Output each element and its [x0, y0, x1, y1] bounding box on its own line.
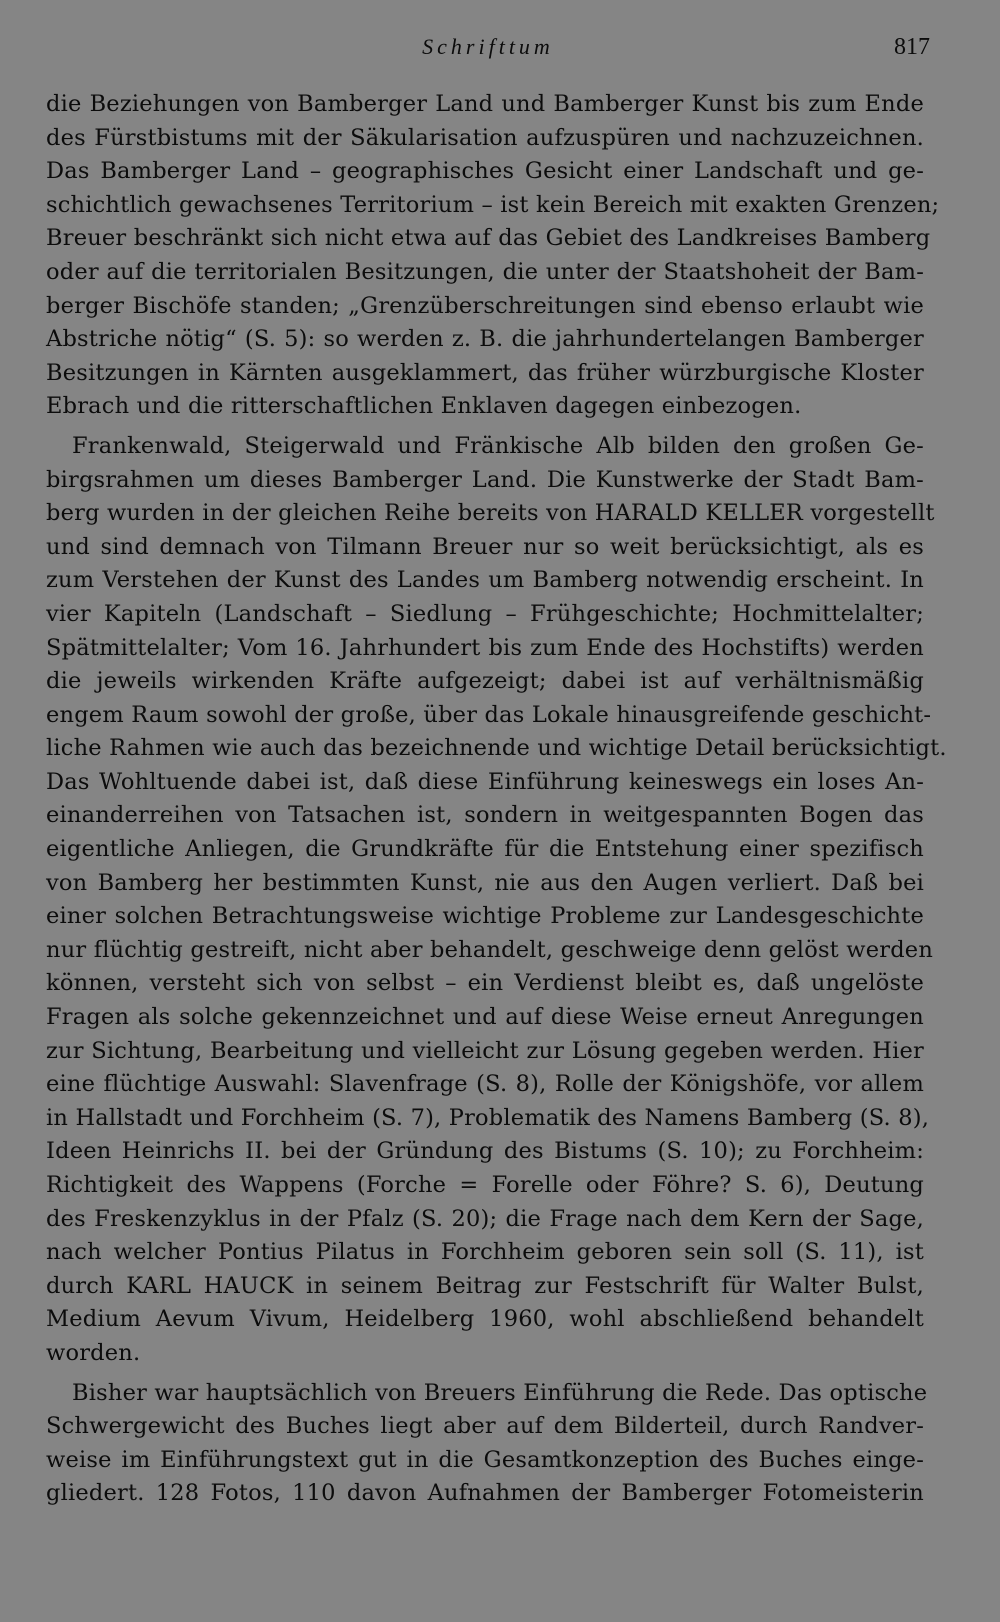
text-line: des Freskenzyklus in der Pfalz (S. 20); die Frage nach dem Kern der Sage, [46, 1205, 924, 1232]
text-line: Ebrach und die ritterschaftlichen Enklaven dagegen einbezogen. [46, 393, 802, 420]
text-line: eine flüchtige Auswahl: Slavenfrage (S. 8), Rolle der Königshöfe, vor allem [46, 1071, 924, 1098]
text-line: können, versteht sich von selbst – ein Verdienst bleibt es, daß ungelöste [46, 970, 924, 997]
page-number: 817 [894, 34, 930, 60]
text-line: einer solchen Betrachtungsweise wichtige Probleme zur Landesgeschichte [46, 903, 924, 930]
text-line: zur Sichtung, Bearbeitung und vielleicht zur Lösung gegeben werden. Hier [46, 1037, 924, 1064]
text-line: die Beziehungen von Bamberger Land und Bamberger Kunst bis zum Ende [46, 91, 924, 117]
paragraph-1 [46, 88, 940, 424]
text-line: nach welcher Pontius Pilatus in Forchheim geboren sein soll (S. 11), ist [46, 1239, 924, 1266]
text-line: einanderreihen von Tatsachen ist, sondern in weitgespannten Bogen das [46, 802, 924, 829]
text-line: weise im Einführungstext gut in die Gesamtkonzeption des Buches einge- [46, 1446, 924, 1473]
text-line: Besitzungen in Kärnten ausgeklammert, das früher würzburgische Kloster [46, 359, 924, 386]
text-line: Frankenwald, Steigerwald und Fränkische Alb bilden den großen Ge- [72, 432, 924, 459]
text-line: Richtigkeit des Wappens (Forche = Forelle oder Föhre? S. 6), Deutung [46, 1172, 924, 1198]
text-line: Medium Aevum Vivum, Heidelberg 1960, wohl abschließend behandelt [46, 1306, 924, 1333]
text-line: birgsrahmen um dieses Bamberger Land. Die Kunstwerke der Stadt Bam- [46, 466, 924, 493]
text-line: Das Wohltuende dabei ist, daß diese Einführung keineswegs ein loses An- [46, 768, 924, 795]
text-line: Das Bamberger Land – geographisches Gesicht einer Landschaft und ge- [46, 158, 924, 185]
text-line: Fragen als solche gekennzeichnet und auf diese Weise erneut Anregungen [46, 1004, 924, 1031]
text-line: oder auf die territorialen Besitzungen, die unter der Staatshoheit der Bam- [46, 258, 924, 285]
text-line: und sind demnach von Tilmann Breuer nur so weit berücksichtigt, als es [46, 533, 924, 560]
body-text [46, 88, 947, 1511]
text-line: die jeweils wirkenden Kräfte aufgezeigt; dabei ist auf verhältnismäßig [46, 668, 924, 695]
text-line: Breuer beschränkt sich nicht etwa auf das Gebiet des Landkreises Bamberg [46, 225, 931, 252]
text-line: durch KARL HAUCK in seinem Beitrag zur Festschrift für Walter Bulst, [46, 1272, 924, 1299]
text-line: gliedert. 128 Fotos, 110 davon Aufnahmen der Bamberger Fotomeisterin [46, 1480, 924, 1507]
text-line: von Bamberg her bestimmten Kunst, nie aus den Augen verliert. Daß bei [46, 869, 924, 896]
text-line: nur flüchtig gestreift, nicht aber behandelt, geschweige denn gelöst werden [46, 936, 934, 963]
running-head [0, 34, 1000, 64]
text-line: zum Verstehen der Kunst des Landes um Bamberg notwendig erscheint. In [46, 567, 924, 594]
text-line: eigentliche Anliegen, die Grundkräfte für die Entstehung einer spezifisch [46, 836, 924, 863]
paragraph-3 [46, 1377, 928, 1511]
text-line: Ideen Heinrichs II. bei der Gründung des Bistums (S. 10); zu Forchheim: [46, 1138, 924, 1165]
text-line: berger Bischöfe standen; „Grenzüberschreitungen sind ebenso erlaubt wie [46, 292, 924, 319]
text-line: worden. [46, 1339, 141, 1366]
text-line: engem Raum sowohl der große, über das Lokale hinausgreifende geschicht- [46, 701, 932, 728]
text-line: berg wurden in der gleichen Reihe bereits von HARALD KELLER vorgestellt [46, 500, 935, 527]
text-line: in Hallstadt und Forchheim (S. 7), Problematik des Namens Bamberg (S. 8), [46, 1104, 930, 1131]
paragraph-2 [46, 430, 947, 1371]
text-line: Bisher war hauptsächlich von Breuers Einführung die Rede. Das optische [72, 1379, 928, 1406]
text-line: Spätmittelalter; Vom 16. Jahrhundert bis zum Ende des Hochstifts) werden [46, 634, 924, 661]
running-title: Schrifttum [422, 34, 554, 59]
text-line: vier Kapiteln (Landschaft – Siedlung – Frühgeschichte; Hochmittelalter; [46, 600, 924, 627]
text-line: des Fürstbistums mit der Säkularisation aufzuspüren und nachzuzeichnen. [46, 124, 924, 151]
text-line: Abstriche nötig“ (S. 5): so werden z. B. die jahrhundertelangen Bamberger [46, 326, 924, 353]
text-line: Schwergewicht des Buches liegt aber auf dem Bilderteil, durch Randver- [46, 1413, 924, 1440]
text-line: liche Rahmen wie auch das bezeichnende und wichtige Detail berücksichtigt. [46, 735, 947, 762]
text-line: schichtlich gewachsenes Territorium – ist kein Bereich mit exakten Grenzen; [46, 191, 940, 218]
